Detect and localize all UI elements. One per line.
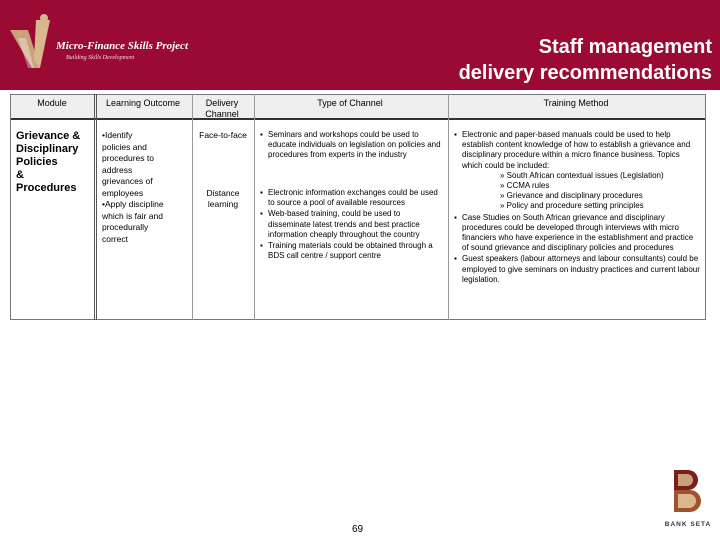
outcome-line: address [102, 164, 133, 175]
module-line: Disciplinary [16, 143, 79, 155]
method-item-manuals [454, 130, 702, 212]
channel-face-cell: Face-to-face [199, 130, 247, 140]
type-face-cell [260, 130, 444, 162]
column-divider [96, 94, 97, 320]
bank-seta-text: BANK SETA [664, 521, 712, 528]
outcome-line: procedurally [102, 222, 149, 232]
method-subitem: » South African contextual issues (Legislation) [500, 170, 664, 180]
outcome-line: which is fair and [102, 210, 163, 221]
outcome-line: procedures to [102, 153, 154, 163]
module-cell [16, 130, 92, 195]
outcome-line: employees [102, 187, 144, 198]
column-divider [254, 94, 255, 320]
bank-seta-mark-icon [662, 466, 714, 516]
column-divider [192, 94, 193, 320]
header-type: Type of Channel [317, 98, 383, 108]
type-distance-item: ▪ Web-based training, could be used to disseminate latest trends and best practice information cheaply throughout the country [260, 209, 444, 240]
method-subitem: » Policy and procedure setting principles [500, 201, 644, 211]
type-distance-cell [260, 188, 444, 262]
header-banner [0, 0, 720, 90]
method-subitem: » Grievance and disciplinary procedures [500, 191, 643, 201]
header-module: Module [37, 98, 67, 108]
module-line: Procedures [16, 182, 77, 194]
recommendations-table [10, 94, 706, 320]
logo-text: Micro-Finance Skills Project [56, 40, 188, 52]
outcome-line: policies and [102, 141, 147, 152]
type-distance-item: ▪ Electronic information exchanges could be used to source a pool of available resources [260, 188, 444, 208]
logo-tagline: Building Skills Development [66, 55, 135, 61]
micro-finance-logo [6, 10, 188, 80]
header-outcome: Learning Outcome [105, 98, 181, 108]
method-cell [454, 130, 702, 286]
channel-distance-cell: Distance learning [206, 188, 240, 209]
method-item-case-studies: ▪ Case Studies on South African grievance and disciplinary procedures could be developed through interviews with micro financiers who have experience in the establishment and practice of sound grievance and disciplinary policies and procedures [454, 213, 702, 254]
outcome-line: grievances of [102, 176, 153, 186]
page-number: 69 [352, 524, 364, 535]
method-manuals-text: Electronic and paper-based manuals could be used to help establish content knowledge of how to establish a grievance and disciplinary procedure within a micro finance business. Topics which could be included: [462, 130, 691, 170]
bank-seta-logo [662, 466, 714, 534]
outcome-line: correct [102, 233, 128, 244]
header-channel: Delivery Channel [205, 98, 239, 119]
page-title [459, 34, 712, 86]
title-line-2: delivery recommendations [458, 62, 712, 84]
outcome-line: •Apply discipline [102, 199, 164, 209]
type-distance-item: ▪ Training materials could be obtained through a BDS call centre / support centre [260, 241, 444, 261]
header-method: Training Method [543, 98, 609, 108]
column-divider [94, 94, 95, 320]
module-line: Policies [16, 156, 58, 168]
outcome-cell [102, 130, 190, 245]
title-line-1: Staff management [538, 36, 712, 58]
method-subitem: » CCMA rules [500, 181, 550, 191]
outcome-line: •Identify [102, 130, 133, 140]
column-divider [448, 94, 449, 320]
type-face-item: ▪ Seminars and workshops could be used to educate individuals on legislation on policies and procedures from experts in the industry [260, 130, 444, 161]
method-item-guest-speakers: ▪ Guest speakers (labour attorneys and labour consultants) could be employed to give seminars on industry practices and current labour legislation. [454, 254, 702, 285]
module-line: Grievance & [16, 130, 81, 142]
module-line: & [16, 169, 24, 181]
